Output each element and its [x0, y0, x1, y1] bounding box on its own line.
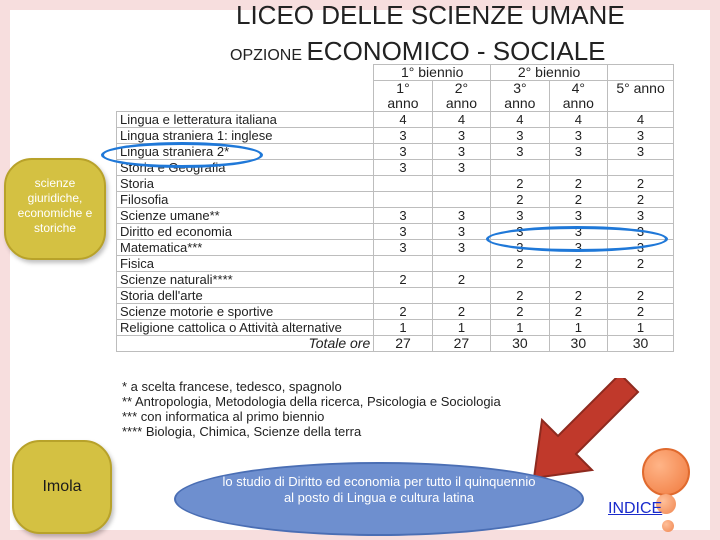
- table-cell: 4: [491, 112, 549, 128]
- table-row: [117, 320, 674, 336]
- year-header: 3°: [513, 80, 527, 96]
- decorative-orb-icon: [662, 520, 674, 532]
- table-cell: 3: [374, 224, 432, 240]
- table-cell: Fisica: [117, 256, 374, 272]
- year-header: 2°: [454, 80, 469, 96]
- table-cell: 3: [549, 208, 607, 224]
- table-row: [117, 192, 674, 208]
- footnote: *** con informatica al primo biennio: [122, 409, 325, 424]
- table-cell: Diritto ed economia: [117, 224, 374, 240]
- table-cell: Matematica***: [117, 240, 374, 256]
- year-suffix: anno: [504, 95, 536, 111]
- table-cell: 3: [608, 144, 674, 160]
- table-cell: Scienze motorie e sportive: [117, 304, 374, 320]
- table-cell: [432, 192, 490, 208]
- table-cell: 2: [608, 288, 674, 304]
- table-cell: 3: [491, 208, 549, 224]
- year-suffix: anno: [562, 95, 594, 111]
- highlight-ellipse-law: [486, 226, 668, 252]
- table-cell: 2: [374, 272, 432, 288]
- table-cell: 2: [549, 176, 607, 192]
- footnotes: [122, 379, 501, 439]
- table-cell: [374, 256, 432, 272]
- table-cell: Scienze naturali****: [117, 272, 374, 288]
- table-cell: Lingua straniera 1: inglese: [117, 128, 374, 144]
- table-cell: 30: [549, 336, 607, 352]
- table-cell: 2: [374, 304, 432, 320]
- table-cell: 4: [432, 112, 490, 128]
- table-cell: 2: [491, 304, 549, 320]
- table-cell: [432, 81, 490, 112]
- table-header-row: [117, 81, 674, 112]
- table-cell: 2: [608, 176, 674, 192]
- table-cell: 4: [549, 112, 607, 128]
- table-cell: 3: [608, 224, 674, 240]
- table-cell: 3: [549, 224, 607, 240]
- subtitle-main: ECONOMICO - SOCIALE: [306, 36, 606, 66]
- table-cell: 3: [549, 240, 607, 256]
- table-cell: [374, 176, 432, 192]
- table-row: [117, 288, 674, 304]
- table-cell: Storia e Geografia: [117, 160, 374, 176]
- table-cell: 2: [549, 288, 607, 304]
- table-cell: 3: [549, 144, 607, 160]
- table-cell: 4: [608, 112, 674, 128]
- table-cell: 2: [491, 288, 549, 304]
- table-cell: [549, 81, 607, 112]
- table-cell: 2: [549, 304, 607, 320]
- table-cell: 2: [608, 192, 674, 208]
- table-cell: [491, 272, 549, 288]
- table-cell: 1: [608, 320, 674, 336]
- cloud-callout-subjects: [4, 158, 106, 260]
- footnote: * a scelta francese, tedesco, spagnolo: [122, 379, 342, 394]
- info-oval-text: lo studio di Diritto ed economia per tutto il quinquennio al posto di Lingua e cultura latina: [222, 474, 536, 505]
- table-cell: [374, 192, 432, 208]
- cloud-callout-location: [12, 440, 112, 534]
- table-row: [117, 128, 674, 144]
- table-cell: 30: [491, 336, 549, 352]
- table-cell: [117, 65, 374, 81]
- table-row: [117, 304, 674, 320]
- cloud-callout-text: scienze giuridiche, economiche e storiche: [17, 176, 93, 235]
- table-cell: 3: [491, 240, 549, 256]
- table-cell: 2: [432, 304, 490, 320]
- table-cell: 3: [432, 160, 490, 176]
- table-cell: [608, 160, 674, 176]
- footnote: **** Biologia, Chimica, Scienze della terra: [122, 424, 362, 439]
- table-cell: 3: [374, 144, 432, 160]
- table-cell: Scienze umane**: [117, 208, 374, 224]
- table-cell: [549, 160, 607, 176]
- table-cell: Lingua straniera 2*: [117, 144, 374, 160]
- table-cell: 3: [608, 128, 674, 144]
- table-cell: [608, 81, 674, 112]
- footnote: ** Antropologia, Metodologia della ricerca, Psicologia e Sociologia: [122, 394, 501, 409]
- table-cell: 3: [432, 144, 490, 160]
- table-cell: Filosofia: [117, 192, 374, 208]
- table-cell: [432, 288, 490, 304]
- cloud-callout-text: Imola: [42, 478, 82, 495]
- table-cell: 1: [491, 320, 549, 336]
- table-cell: 3: [374, 160, 432, 176]
- table-total-row: [117, 336, 674, 352]
- table-cell: Storia dell'arte: [117, 288, 374, 304]
- info-oval: [174, 462, 584, 536]
- table-cell: 2: [549, 192, 607, 208]
- table-cell: 30: [608, 336, 674, 352]
- table-cell: [432, 176, 490, 192]
- table-row: [117, 272, 674, 288]
- table-cell: 2: [491, 192, 549, 208]
- table-row: [117, 256, 674, 272]
- table-cell: 3: [374, 208, 432, 224]
- table-cell: Storia: [117, 176, 374, 192]
- table-cell: [374, 81, 432, 112]
- table-cell: 3: [432, 224, 490, 240]
- table-row: [117, 176, 674, 192]
- year-suffix: anno: [387, 95, 419, 111]
- table-row: [117, 208, 674, 224]
- table-cell: 1: [549, 320, 607, 336]
- table-cell: 3: [432, 208, 490, 224]
- table-cell: 2: [608, 304, 674, 320]
- table-cell: 2: [432, 272, 490, 288]
- table-cell: 3: [491, 224, 549, 240]
- table-cell: 3: [374, 240, 432, 256]
- table-cell: [117, 81, 374, 112]
- year-header: 5° anno: [616, 80, 665, 96]
- table-cell: 1: [432, 320, 490, 336]
- table-cell: 1: [374, 320, 432, 336]
- year-header: 4°: [571, 80, 586, 96]
- table-cell: 4: [374, 112, 432, 128]
- table-cell: 2: [549, 256, 607, 272]
- slide-subtitle: [230, 36, 606, 67]
- table-cell: 2: [491, 176, 549, 192]
- slide-title: LICEO DELLE SCIENZE UMANE: [236, 0, 625, 30]
- table-cell: 27: [432, 336, 490, 352]
- table-cell: [432, 256, 490, 272]
- table-cell: 3: [549, 128, 607, 144]
- table-row: [117, 112, 674, 128]
- table-cell: 3: [432, 240, 490, 256]
- table-cell: 2: [491, 256, 549, 272]
- table-cell: 3: [491, 128, 549, 144]
- schedule-table: [116, 64, 674, 352]
- table-cell: [608, 65, 674, 81]
- subtitle-prefix: OPZIONE: [230, 47, 303, 64]
- year-header: 1°: [396, 80, 410, 96]
- table-cell: 2° biennio: [491, 65, 608, 81]
- table-cell: 3: [491, 144, 549, 160]
- table-cell: 3: [374, 128, 432, 144]
- index-link[interactable]: INDICE: [608, 500, 663, 517]
- highlight-ellipse-language: [101, 142, 263, 168]
- table-cell: [491, 160, 549, 176]
- decorative-orb-icon: [642, 448, 690, 496]
- table-cell: [608, 272, 674, 288]
- table-cell: [491, 81, 549, 112]
- table-cell: 27: [374, 336, 432, 352]
- table-cell: Religione cattolica o Attività alternative: [117, 320, 374, 336]
- year-suffix: anno: [445, 95, 477, 111]
- table-cell: 1° biennio: [374, 65, 491, 81]
- table-cell: 2: [608, 256, 674, 272]
- arrow-icon: [520, 378, 640, 482]
- table-cell: Totale ore: [117, 336, 374, 352]
- table-cell: [549, 272, 607, 288]
- table-cell: 3: [608, 240, 674, 256]
- table-cell: [374, 288, 432, 304]
- table-header-row: [117, 65, 674, 81]
- table-cell: 3: [432, 128, 490, 144]
- table-cell: Lingua e letteratura italiana: [117, 112, 374, 128]
- table-cell: 3: [608, 208, 674, 224]
